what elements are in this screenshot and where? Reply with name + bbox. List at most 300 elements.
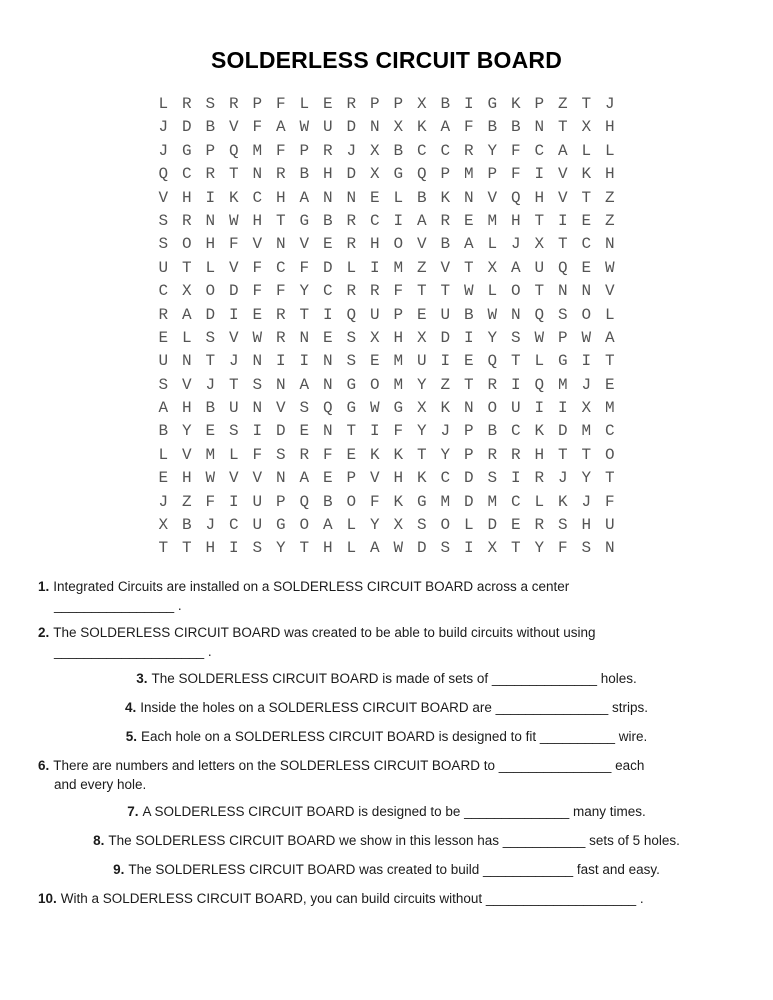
grid-letter: T	[557, 118, 568, 137]
grid-letter: D	[463, 469, 474, 488]
grid-letter: T	[510, 352, 521, 371]
question-text: The SOLDERLESS CIRCUIT BOARD was created to be able to build circuits without using	[53, 624, 596, 640]
grid-letter: T	[557, 445, 568, 464]
grid-letter: N	[322, 188, 333, 207]
grid-letter: S	[346, 352, 357, 371]
grid-letter: P	[205, 141, 216, 160]
grid-letter: L	[604, 141, 615, 160]
grid-letter: I	[463, 328, 474, 347]
grid-letter: J	[581, 492, 592, 511]
grid-letter: O	[181, 235, 192, 254]
grid-letter: J	[581, 375, 592, 394]
grid-letter: I	[463, 95, 474, 113]
grid-letter: B	[440, 235, 451, 254]
grid-letter: I	[557, 211, 568, 230]
grid-letter: N	[322, 352, 333, 371]
question-number: 8.	[93, 832, 105, 848]
grid-letter: I	[322, 305, 333, 324]
question-9	[38, 860, 735, 880]
grid-letter: C	[581, 235, 592, 254]
grid-letter: Z	[557, 95, 568, 113]
grid-row	[0, 537, 773, 560]
grid-letter: X	[487, 258, 498, 277]
grid-letter: L	[158, 95, 169, 113]
grid-letter: M	[557, 375, 568, 394]
grid-letter: F	[604, 492, 615, 511]
grid-letter: T	[299, 539, 310, 558]
grid-letter: V	[557, 188, 568, 207]
grid-letter: W	[252, 328, 263, 347]
grid-letter: M	[393, 375, 404, 394]
grid-letter: T	[581, 95, 592, 113]
grid-row	[0, 514, 773, 537]
grid-letter: M	[393, 352, 404, 371]
grid-letter: T	[228, 165, 239, 184]
grid-letter: X	[581, 118, 592, 137]
grid-letter: Q	[534, 375, 545, 394]
grid-letter: P	[393, 305, 404, 324]
grid-letter: R	[346, 235, 357, 254]
grid-letter: R	[181, 95, 192, 113]
grid-letter: S	[557, 305, 568, 324]
grid-letter: L	[158, 445, 169, 464]
grid-letter: K	[228, 188, 239, 207]
grid-letter: G	[487, 95, 498, 113]
question-text: Inside the holes on a SOLDERLESS CIRCUIT BOARD are _______________ strips.	[140, 699, 649, 715]
grid-letter: T	[463, 258, 474, 277]
grid-letter: Z	[604, 211, 615, 230]
grid-letter: Z	[604, 188, 615, 207]
grid-letter: T	[181, 258, 192, 277]
grid-letter: B	[510, 118, 521, 137]
grid-letter: E	[158, 469, 169, 488]
grid-letter: Q	[346, 305, 357, 324]
grid-letter: C	[510, 492, 521, 511]
question-number: 5.	[125, 728, 137, 744]
grid-letter: I	[369, 258, 380, 277]
question-number: 7.	[127, 803, 139, 819]
grid-letter: R	[322, 141, 333, 160]
grid-letter: H	[205, 539, 216, 558]
grid-letter: A	[299, 469, 310, 488]
grid-letter: N	[604, 539, 615, 558]
grid-letter: V	[228, 469, 239, 488]
grid-letter: X	[369, 328, 380, 347]
grid-letter: X	[393, 516, 404, 535]
question-number: 4.	[124, 699, 137, 715]
grid-letter: L	[581, 141, 592, 160]
grid-letter: Y	[416, 375, 427, 394]
grid-letter: Y	[369, 516, 380, 535]
grid-letter: S	[487, 469, 498, 488]
grid-letter: E	[463, 352, 474, 371]
grid-letter: C	[534, 141, 545, 160]
grid-letter: S	[510, 328, 521, 347]
grid-letter: L	[228, 445, 239, 464]
grid-letter: J	[440, 422, 451, 441]
grid-letter: E	[205, 422, 216, 441]
grid-letter: F	[275, 282, 286, 301]
grid-letter: B	[322, 211, 333, 230]
grid-row	[0, 304, 773, 327]
grid-letter: V	[557, 165, 568, 184]
grid-letter: C	[275, 258, 286, 277]
question-number: 6.	[38, 757, 50, 773]
grid-letter: A	[299, 188, 310, 207]
grid-letter: J	[557, 469, 568, 488]
grid-letter: R	[275, 328, 286, 347]
grid-letter: V	[275, 399, 286, 418]
grid-row	[0, 444, 773, 467]
grid-letter: J	[158, 118, 169, 137]
grid-letter: C	[440, 469, 451, 488]
grid-letter: A	[510, 258, 521, 277]
grid-row	[0, 374, 773, 397]
grid-letter: V	[440, 258, 451, 277]
grid-letter: A	[322, 516, 333, 535]
grid-letter: T	[510, 539, 521, 558]
grid-letter: J	[158, 492, 169, 511]
grid-letter: S	[158, 211, 169, 230]
grid-letter: A	[158, 399, 169, 418]
grid-letter: J	[346, 141, 357, 160]
grid-letter: D	[463, 492, 474, 511]
grid-row	[0, 187, 773, 210]
question-7	[38, 802, 735, 822]
grid-letter: S	[252, 539, 263, 558]
grid-letter: H	[534, 188, 545, 207]
grid-letter: B	[393, 141, 404, 160]
grid-letter: Y	[275, 539, 286, 558]
grid-letter: P	[463, 445, 474, 464]
grid-letter: K	[416, 118, 427, 137]
grid-letter: B	[463, 305, 474, 324]
question-text: The SOLDERLESS CIRCUIT BOARD was created to build ____________ fast and easy.	[128, 861, 660, 877]
grid-letter: X	[158, 516, 169, 535]
grid-letter: F	[463, 118, 474, 137]
grid-letter: T	[416, 445, 427, 464]
grid-letter: M	[487, 492, 498, 511]
grid-letter: I	[581, 352, 592, 371]
grid-letter: R	[487, 375, 498, 394]
grid-letter: D	[228, 282, 239, 301]
grid-letter: I	[252, 422, 263, 441]
grid-letter: Z	[416, 258, 427, 277]
grid-letter: X	[393, 118, 404, 137]
grid-letter: T	[228, 375, 239, 394]
grid-letter: N	[181, 352, 192, 371]
grid-letter: E	[158, 328, 169, 347]
question-continuation: and every hole.	[54, 776, 147, 792]
grid-row	[0, 163, 773, 186]
grid-letter: S	[158, 235, 169, 254]
grid-letter: R	[534, 469, 545, 488]
grid-letter: P	[440, 165, 451, 184]
grid-letter: T	[416, 282, 427, 301]
grid-letter: L	[346, 539, 357, 558]
grid-letter: O	[487, 399, 498, 418]
grid-letter: P	[463, 422, 474, 441]
grid-letter: K	[581, 165, 592, 184]
grid-letter: D	[322, 258, 333, 277]
grid-letter: D	[346, 165, 357, 184]
grid-letter: E	[369, 352, 380, 371]
word-search-grid	[0, 93, 773, 561]
grid-letter: A	[181, 305, 192, 324]
grid-letter: U	[252, 516, 263, 535]
grid-letter: I	[440, 352, 451, 371]
grid-letter: T	[534, 282, 545, 301]
grid-row	[0, 397, 773, 420]
grid-letter: K	[440, 399, 451, 418]
grid-letter: B	[205, 399, 216, 418]
grid-letter: T	[604, 352, 615, 371]
grid-letter: D	[416, 539, 427, 558]
question-line	[38, 623, 735, 643]
grid-letter: O	[581, 305, 592, 324]
grid-letter: H	[252, 211, 263, 230]
grid-letter: N	[322, 422, 333, 441]
grid-letter: W	[463, 282, 474, 301]
grid-letter: I	[228, 492, 239, 511]
grid-letter: J	[228, 352, 239, 371]
grid-letter: S	[205, 328, 216, 347]
grid-letter: B	[416, 188, 427, 207]
grid-letter: T	[158, 539, 169, 558]
grid-letter: H	[369, 235, 380, 254]
grid-letter: G	[346, 375, 357, 394]
grid-letter: N	[252, 165, 263, 184]
grid-letter: I	[557, 399, 568, 418]
grid-letter: W	[369, 399, 380, 418]
question-text: Integrated Circuits are installed on a SOLDERLESS CIRCUIT BOARD across a center	[53, 578, 570, 594]
question-line	[38, 698, 735, 718]
grid-letter: P	[252, 95, 263, 113]
grid-letter: T	[275, 211, 286, 230]
grid-letter: W	[534, 328, 545, 347]
grid-letter: X	[416, 95, 427, 113]
grid-letter: O	[299, 516, 310, 535]
grid-letter: X	[369, 165, 380, 184]
grid-letter: N	[252, 399, 263, 418]
grid-letter: Q	[299, 492, 310, 511]
grid-letter: K	[510, 95, 521, 113]
grid-letter: B	[322, 492, 333, 511]
grid-letter: L	[346, 516, 357, 535]
grid-letter: V	[369, 469, 380, 488]
grid-letter: P	[487, 165, 498, 184]
grid-letter: R	[205, 165, 216, 184]
grid-letter: Q	[510, 188, 521, 207]
question-number: 2.	[38, 624, 50, 640]
grid-letter: C	[416, 141, 427, 160]
grid-letter: I	[275, 352, 286, 371]
grid-letter: N	[299, 328, 310, 347]
grid-letter: T	[299, 305, 310, 324]
grid-letter: N	[534, 118, 545, 137]
grid-letter: W	[228, 211, 239, 230]
grid-letter: C	[440, 141, 451, 160]
grid-letter: C	[181, 165, 192, 184]
grid-letter: T	[440, 282, 451, 301]
grid-letter: M	[252, 141, 263, 160]
grid-letter: K	[534, 422, 545, 441]
grid-letter: V	[158, 188, 169, 207]
grid-row	[0, 93, 773, 116]
grid-letter: F	[252, 445, 263, 464]
grid-row	[0, 140, 773, 163]
question-line	[38, 860, 735, 880]
grid-letter: G	[346, 399, 357, 418]
grid-letter: Y	[487, 328, 498, 347]
grid-letter: A	[463, 235, 474, 254]
grid-letter: D	[440, 328, 451, 347]
grid-letter: E	[322, 95, 333, 113]
grid-letter: H	[322, 165, 333, 184]
grid-letter: G	[393, 165, 404, 184]
grid-letter: C	[322, 282, 333, 301]
grid-letter: S	[557, 516, 568, 535]
question-line	[38, 577, 735, 597]
grid-letter: O	[440, 516, 451, 535]
question-text: There are numbers and letters on the SOLDERLESS CIRCUIT BOARD to _______________ each	[53, 757, 645, 773]
grid-letter: I	[510, 469, 521, 488]
grid-letter: C	[369, 211, 380, 230]
grid-letter: P	[557, 328, 568, 347]
grid-letter: X	[534, 235, 545, 254]
grid-letter: B	[440, 95, 451, 113]
grid-letter: R	[463, 141, 474, 160]
grid-letter: U	[158, 352, 169, 371]
grid-letter: I	[534, 399, 545, 418]
grid-letter: R	[299, 445, 310, 464]
grid-letter: H	[322, 539, 333, 558]
grid-letter: V	[181, 375, 192, 394]
grid-letter: R	[158, 305, 169, 324]
grid-letter: T	[581, 445, 592, 464]
grid-letter: C	[510, 422, 521, 441]
grid-letter: S	[252, 375, 263, 394]
grid-letter: K	[393, 492, 404, 511]
grid-letter: I	[299, 352, 310, 371]
grid-letter: N	[463, 399, 474, 418]
grid-letter: I	[228, 539, 239, 558]
grid-letter: V	[604, 282, 615, 301]
grid-letter: E	[322, 235, 333, 254]
grid-letter: J	[604, 95, 615, 113]
grid-letter: E	[581, 211, 592, 230]
grid-letter: G	[181, 141, 192, 160]
grid-letter: P	[393, 95, 404, 113]
grid-letter: Q	[557, 258, 568, 277]
grid-letter: R	[228, 95, 239, 113]
grid-letter: H	[181, 469, 192, 488]
grid-letter: D	[181, 118, 192, 137]
grid-letter: Y	[299, 282, 310, 301]
grid-letter: V	[252, 469, 263, 488]
grid-letter: S	[440, 539, 451, 558]
grid-letter: V	[252, 235, 263, 254]
grid-letter: K	[440, 188, 451, 207]
grid-letter: I	[510, 375, 521, 394]
grid-letter: F	[393, 282, 404, 301]
grid-letter: Q	[416, 165, 427, 184]
grid-letter: M	[581, 422, 592, 441]
grid-letter: D	[275, 422, 286, 441]
grid-letter: K	[416, 469, 427, 488]
grid-letter: Q	[322, 399, 333, 418]
question-8	[38, 831, 735, 851]
grid-letter: A	[299, 375, 310, 394]
grid-letter: A	[416, 211, 427, 230]
grid-letter: F	[275, 95, 286, 113]
question-3	[38, 669, 735, 689]
grid-letter: L	[346, 258, 357, 277]
question-text: A SOLDERLESS CIRCUIT BOARD is designed to be ______________ many times.	[142, 803, 646, 819]
grid-row	[0, 420, 773, 443]
grid-letter: X	[416, 399, 427, 418]
grid-letter: I	[369, 422, 380, 441]
grid-letter: G	[275, 516, 286, 535]
grid-letter: Y	[440, 445, 451, 464]
grid-letter: O	[205, 282, 216, 301]
grid-row	[0, 467, 773, 490]
grid-letter: U	[416, 352, 427, 371]
grid-letter: I	[534, 165, 545, 184]
grid-letter: W	[487, 305, 498, 324]
grid-letter: A	[275, 118, 286, 137]
grid-row	[0, 327, 773, 350]
grid-letter: S	[299, 399, 310, 418]
grid-letter: L	[487, 282, 498, 301]
grid-letter: V	[228, 328, 239, 347]
grid-letter: B	[158, 422, 169, 441]
grid-letter: W	[205, 469, 216, 488]
grid-letter: G	[416, 492, 427, 511]
grid-letter: K	[393, 445, 404, 464]
grid-letter: E	[581, 258, 592, 277]
grid-letter: P	[275, 492, 286, 511]
grid-letter: H	[205, 235, 216, 254]
grid-letter: V	[228, 258, 239, 277]
grid-letter: X	[487, 539, 498, 558]
grid-letter: B	[299, 165, 310, 184]
grid-letter: H	[581, 516, 592, 535]
grid-letter: B	[487, 422, 498, 441]
grid-letter: X	[369, 141, 380, 160]
grid-letter: S	[416, 516, 427, 535]
grid-letter: A	[440, 118, 451, 137]
grid-letter: M	[463, 165, 474, 184]
grid-letter: R	[440, 211, 451, 230]
grid-letter: Q	[487, 352, 498, 371]
grid-row	[0, 233, 773, 256]
grid-letter: L	[299, 95, 310, 113]
grid-row	[0, 491, 773, 514]
grid-letter: L	[534, 352, 545, 371]
grid-letter: N	[275, 235, 286, 254]
grid-letter: T	[557, 235, 568, 254]
grid-letter: Y	[416, 422, 427, 441]
grid-letter: M	[393, 258, 404, 277]
grid-letter: N	[369, 118, 380, 137]
grid-letter: L	[534, 492, 545, 511]
grid-letter: P	[299, 141, 310, 160]
grid-letter: A	[604, 328, 615, 347]
grid-letter: R	[346, 282, 357, 301]
grid-letter: N	[557, 282, 568, 301]
grid-letter: F	[252, 118, 263, 137]
